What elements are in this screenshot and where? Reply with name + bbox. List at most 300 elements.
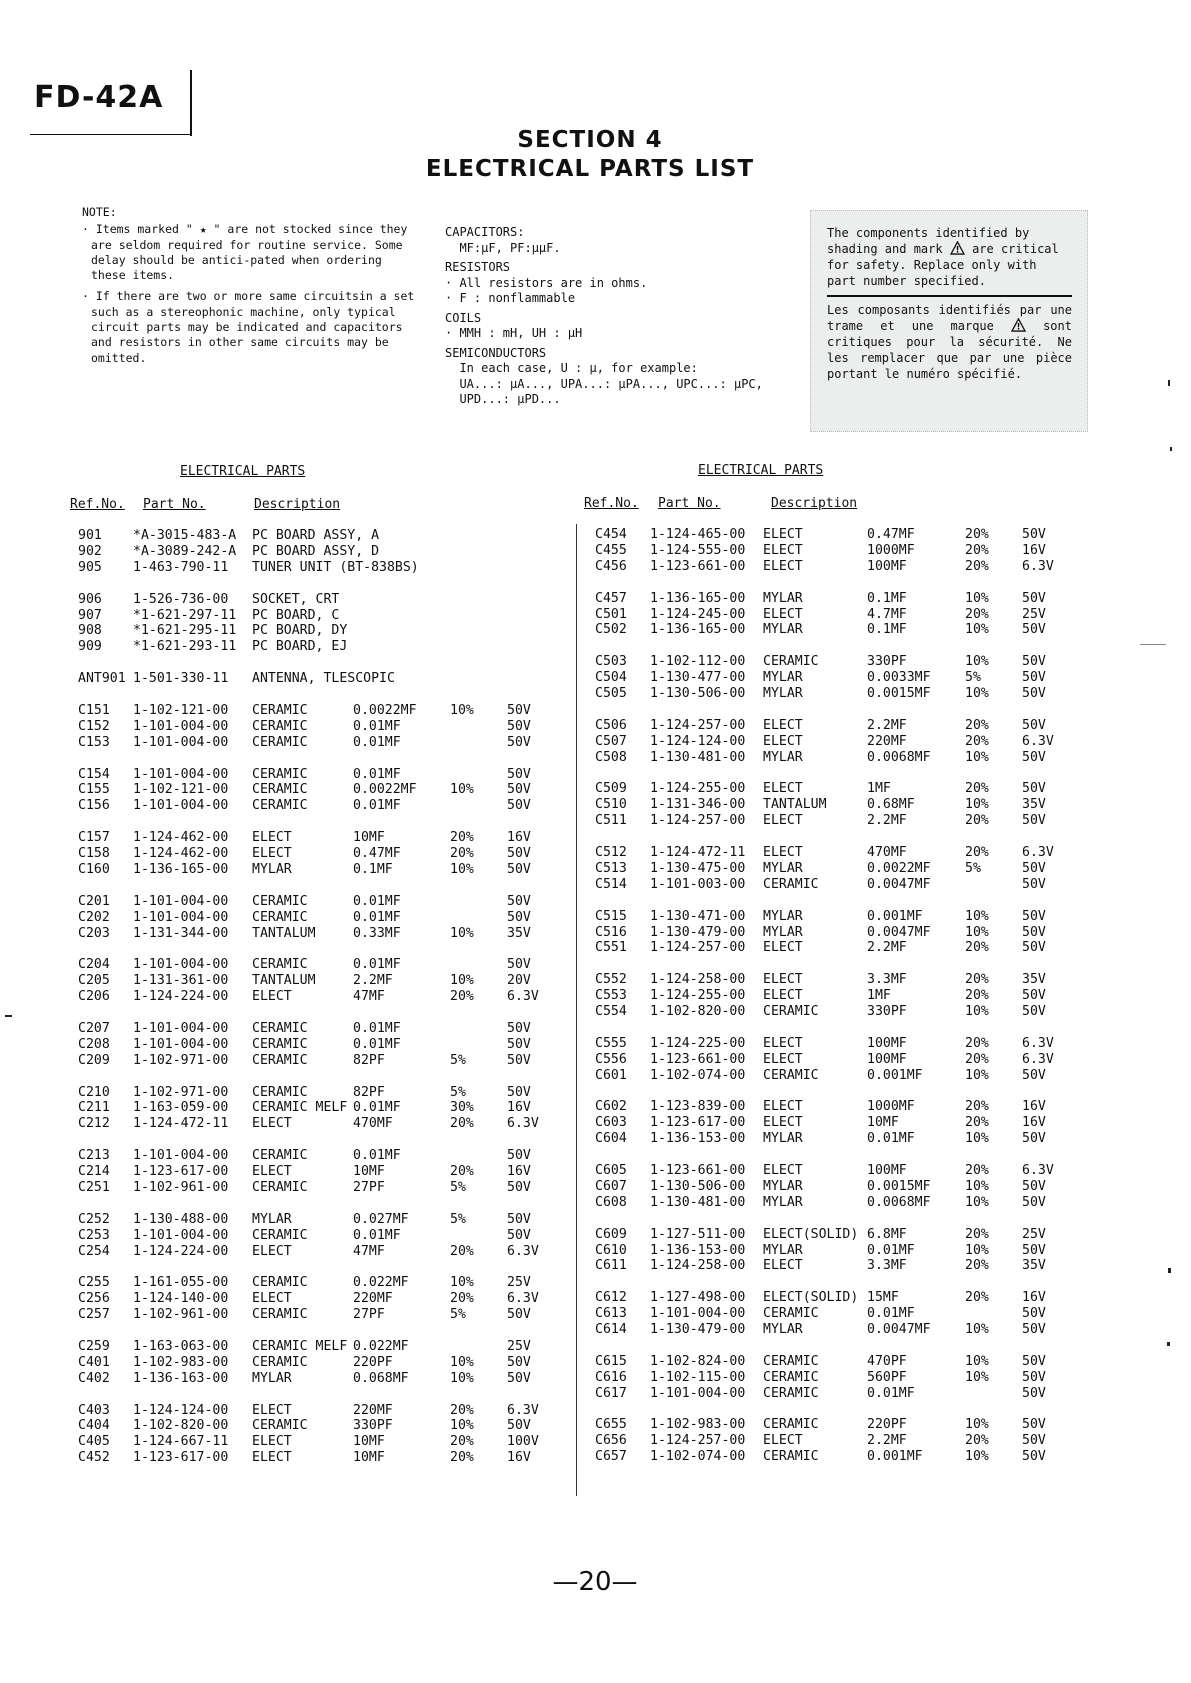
cell-value: 0.0022MF xyxy=(353,782,417,798)
cell-part-no: 1-102-824-00 xyxy=(650,1353,746,1369)
cell-voltage: 50V xyxy=(507,957,531,973)
header-ref-no: Ref.No. xyxy=(584,496,639,511)
cell-description: ELECT xyxy=(763,527,803,542)
cell-tolerance: 20% xyxy=(965,1099,989,1115)
cell-value: 0.01MF xyxy=(353,1227,401,1243)
cell-value: 0.1MF xyxy=(867,622,907,638)
cell-part-no: 1-130-475-00 xyxy=(650,860,746,876)
cell-description: MYLAR xyxy=(763,670,803,686)
right-column-title xyxy=(698,463,823,478)
cell-ref-no: C158 xyxy=(78,846,110,861)
cell-ref-no: 901 xyxy=(78,528,102,543)
warning-triangle-icon xyxy=(1011,318,1026,332)
cell-ref-no: C257 xyxy=(78,1307,110,1323)
cell-ref-no: C252 xyxy=(78,1211,110,1227)
cell-part-no: 1-124-258-00 xyxy=(650,972,746,988)
cell-value: 0.022MF xyxy=(353,1338,409,1354)
cell-description: ELECT xyxy=(763,1115,803,1131)
cell-part-no: 1-102-121-00 xyxy=(133,702,229,718)
cell-ref-no: C603 xyxy=(595,1115,627,1131)
cell-voltage: 35V xyxy=(507,925,531,941)
cell-description: CERAMIC xyxy=(763,1306,819,1322)
cell-part-no: 1-526-736-00 xyxy=(133,591,229,607)
cell-voltage: 16V xyxy=(1022,1099,1046,1115)
cell-value: 0.0047MF xyxy=(867,1322,931,1337)
cell-value: 0.01MF xyxy=(353,798,401,814)
cell-value: 220PF xyxy=(867,1417,907,1433)
cell-part-no: 1-131-361-00 xyxy=(133,973,229,989)
cell-description: ELECT xyxy=(763,845,803,860)
cell-ref-no: C155 xyxy=(78,782,110,798)
cell-description: CERAMIC xyxy=(252,782,308,798)
cell-ref-no: C209 xyxy=(78,1052,110,1068)
cell-description: ELECT(SOLID) xyxy=(763,1290,859,1306)
cell-description: ELECT xyxy=(252,1402,292,1418)
cell-value: 0.01MF xyxy=(867,1385,915,1401)
cell-tolerance: 10% xyxy=(965,1322,989,1337)
cell-value: 6.8MF xyxy=(867,1226,907,1242)
cell-part-no: 1-102-961-00 xyxy=(133,1307,229,1323)
cell-ref-no: ANT901 xyxy=(78,671,126,687)
cell-ref-no: C208 xyxy=(78,1036,110,1052)
cell-value: 2.2MF xyxy=(867,717,907,733)
cell-voltage: 16V xyxy=(1022,1115,1046,1131)
cell-ref-no: C205 xyxy=(78,973,110,989)
cell-value: 330PF xyxy=(353,1418,393,1434)
cell-tolerance: 10% xyxy=(965,1004,989,1019)
cell-value: 100MF xyxy=(867,1163,907,1178)
cell-ref-no: C201 xyxy=(78,893,110,909)
cell-part-no: 1-136-165-00 xyxy=(133,861,229,877)
cell-part-no: 1-130-481-00 xyxy=(650,749,746,765)
cell-value: 0.027MF xyxy=(353,1211,409,1227)
cell-ref-no: C509 xyxy=(595,781,627,797)
cell-tolerance: 20% xyxy=(965,781,989,797)
cell-value: 0.01MF xyxy=(867,1131,915,1147)
cell-ref-no: C210 xyxy=(78,1084,110,1100)
cell-description: ELECT xyxy=(763,813,803,829)
cell-voltage: 50V xyxy=(1022,940,1046,956)
cell-value: 10MF xyxy=(353,1434,385,1450)
cell-description: ELECT(SOLID) xyxy=(763,1226,859,1242)
cell-description: PC BOARD ASSY, A xyxy=(252,528,380,543)
cell-part-no: 1-102-820-00 xyxy=(650,1004,746,1019)
cell-value: 220MF xyxy=(353,1291,393,1307)
cell-voltage: 50V xyxy=(1022,670,1046,686)
section-name: ELECTRICAL PARTS LIST xyxy=(425,156,755,182)
cell-ref-no: C502 xyxy=(595,622,627,638)
cell-ref-no: C515 xyxy=(595,908,627,924)
cell-value: 0.01MF xyxy=(353,893,401,909)
cell-ref-no: C405 xyxy=(78,1434,110,1450)
cell-voltage: 16V xyxy=(1022,542,1046,558)
cell-description: TANTALUM xyxy=(252,973,316,989)
cell-tolerance: 10% xyxy=(965,1353,989,1369)
cell-voltage: 25V xyxy=(1022,606,1046,622)
cell-tolerance: 20% xyxy=(965,1290,989,1306)
cell-description: ELECT xyxy=(252,830,292,846)
cell-voltage: 6.3V xyxy=(1022,1051,1054,1067)
cell-value: 0.001MF xyxy=(867,908,923,924)
cell-description: ELECT xyxy=(252,1450,292,1466)
cell-part-no: 1-124-257-00 xyxy=(650,1433,746,1449)
cell-part-no: 1-101-004-00 xyxy=(133,718,229,734)
cell-part-no: 1-101-004-00 xyxy=(133,1148,229,1164)
cell-tolerance: 5% xyxy=(450,1084,466,1100)
cell-description: CERAMIC xyxy=(252,1307,308,1323)
cell-part-no: 1-124-257-00 xyxy=(650,717,746,733)
cell-ref-no: 909 xyxy=(78,639,102,655)
cell-voltage: 50V xyxy=(507,1227,531,1243)
cell-part-no: 1-124-257-00 xyxy=(650,813,746,829)
cell-part-no: 1-102-074-00 xyxy=(650,1449,746,1465)
cell-value: 0.0015MF xyxy=(867,686,931,701)
cell-ref-no: C457 xyxy=(595,590,627,606)
cell-description: CERAMIC xyxy=(763,1067,819,1083)
cell-description: CERAMIC xyxy=(763,1449,819,1465)
cell-description: ELECT xyxy=(763,733,803,749)
cell-voltage: 50V xyxy=(1022,988,1046,1004)
cell-description: MYLAR xyxy=(763,590,803,606)
cell-voltage: 35V xyxy=(1022,1258,1046,1274)
cell-ref-no: C516 xyxy=(595,924,627,940)
cell-ref-no: C503 xyxy=(595,654,627,670)
cell-tolerance: 20% xyxy=(450,1243,474,1259)
cell-part-no: 1-124-472-11 xyxy=(133,1116,229,1132)
cell-value: 1MF xyxy=(867,988,891,1004)
cell-part-no: *1-621-297-11 xyxy=(133,607,237,623)
cell-ref-no: C255 xyxy=(78,1275,110,1291)
scan-mark xyxy=(1168,380,1170,386)
cell-tolerance: 20% xyxy=(965,527,989,542)
cell-voltage: 50V xyxy=(1022,717,1046,733)
cell-voltage: 50V xyxy=(507,893,531,909)
cell-tolerance: 20% xyxy=(965,940,989,956)
cell-value: 0.01MF xyxy=(867,1242,915,1258)
cell-value: 330PF xyxy=(867,654,907,670)
cell-part-no: 1-161-055-00 xyxy=(133,1275,229,1291)
cell-voltage: 16V xyxy=(507,830,531,846)
cell-ref-no: C605 xyxy=(595,1163,627,1178)
cell-value: 470MF xyxy=(867,845,907,860)
cell-tolerance: 20% xyxy=(450,830,474,846)
cell-part-no: 1-101-004-00 xyxy=(650,1306,746,1322)
cell-part-no: 1-130-477-00 xyxy=(650,670,746,686)
cell-part-no: *A-3015-483-A xyxy=(133,528,237,543)
semiconductors-line-3: UPD...: μPD... xyxy=(445,392,561,406)
cell-voltage: 50V xyxy=(507,798,531,814)
cell-voltage: 50V xyxy=(507,1036,531,1052)
cell-part-no: 1-124-555-00 xyxy=(650,542,746,558)
cell-ref-no: C452 xyxy=(78,1450,110,1466)
cell-tolerance: 20% xyxy=(450,1291,474,1307)
cell-voltage: 50V xyxy=(507,702,531,718)
cell-value: 15MF xyxy=(867,1290,899,1306)
cell-value: 10MF xyxy=(353,1450,385,1466)
cell-part-no: 1-136-163-00 xyxy=(133,1370,229,1386)
cell-description: CERAMIC xyxy=(252,702,308,718)
safety-notice-english xyxy=(827,225,1072,289)
cell-ref-no: C655 xyxy=(595,1417,627,1433)
cell-description: CERAMIC xyxy=(763,1369,819,1385)
cell-tolerance: 10% xyxy=(965,908,989,924)
cell-description: TUNER UNIT (BT-838BS) xyxy=(252,559,419,575)
cell-ref-no: C401 xyxy=(78,1354,110,1370)
cell-part-no: 1-131-346-00 xyxy=(650,797,746,813)
cell-description: CERAMIC xyxy=(763,1353,819,1369)
cell-description: ELECT xyxy=(763,988,803,1004)
cell-voltage: 6.3V xyxy=(1022,733,1054,749)
cell-value: 1000MF xyxy=(867,542,915,558)
cell-tolerance: 20% xyxy=(450,989,474,1005)
cell-value: 470MF xyxy=(353,1116,393,1132)
cell-tolerance: 5% xyxy=(450,1179,466,1195)
cell-tolerance: 10% xyxy=(450,782,474,798)
cell-part-no: 1-124-224-00 xyxy=(133,1243,229,1259)
cell-ref-no: C610 xyxy=(595,1242,627,1258)
cell-description: CERAMIC xyxy=(252,1179,308,1195)
cell-ref-no: C403 xyxy=(78,1402,110,1418)
cell-voltage: 50V xyxy=(507,718,531,734)
safety-divider xyxy=(827,295,1072,297)
cell-description: CERAMIC xyxy=(252,1227,308,1243)
cell-voltage: 6.3V xyxy=(507,1116,539,1132)
cell-description: ELECT xyxy=(763,1163,803,1178)
cell-part-no: 1-127-498-00 xyxy=(650,1290,746,1306)
cell-value: 0.01MF xyxy=(353,909,401,925)
cell-tolerance: 5% xyxy=(965,860,981,876)
cell-voltage: 50V xyxy=(507,1020,531,1036)
cell-value: 47MF xyxy=(353,989,385,1005)
cell-description: CERAMIC xyxy=(763,1385,819,1401)
cell-part-no: 1-130-479-00 xyxy=(650,924,746,940)
safety-fr-text-2: sont critiques pour la sécurité. Ne les remplacer que par une pièce portant le numéro spécifié. xyxy=(827,319,1072,381)
cell-part-no: 1-131-344-00 xyxy=(133,925,229,941)
cell-voltage: 25V xyxy=(1022,1226,1046,1242)
cell-ref-no: C507 xyxy=(595,733,627,749)
cell-description: MYLAR xyxy=(763,622,803,638)
cell-value: 0.1MF xyxy=(353,861,393,877)
cell-ref-no: C455 xyxy=(595,542,627,558)
cell-voltage: 50V xyxy=(1022,781,1046,797)
cell-ref-no: C203 xyxy=(78,925,110,941)
cell-description: MYLAR xyxy=(763,749,803,765)
header-divider-horizontal xyxy=(30,134,190,135)
cell-ref-no: C456 xyxy=(595,558,627,574)
section-title xyxy=(380,126,800,184)
cell-voltage: 50V xyxy=(507,734,531,750)
cell-voltage: 16V xyxy=(507,1450,531,1466)
coils-text: · MMH : mH, UH : μH xyxy=(445,326,583,340)
cell-voltage: 6.3V xyxy=(507,1402,539,1418)
cell-part-no: *A-3089-242-A xyxy=(133,543,237,559)
safety-notice-box xyxy=(810,210,1088,432)
cell-part-no: 1-101-004-00 xyxy=(133,909,229,925)
cell-voltage: 50V xyxy=(1022,1433,1046,1449)
cell-ref-no: C556 xyxy=(595,1051,627,1067)
scan-mark xyxy=(1140,644,1166,645)
cell-value: 0.01MF xyxy=(867,1306,915,1322)
cell-ref-no: 905 xyxy=(78,559,102,575)
cell-part-no: 1-102-121-00 xyxy=(133,782,229,798)
cell-ref-no: 902 xyxy=(78,543,102,559)
cell-description: CERAMIC xyxy=(252,718,308,734)
cell-value: 0.01MF xyxy=(353,718,401,734)
cell-tolerance: 20% xyxy=(450,1450,474,1466)
cell-ref-no: C253 xyxy=(78,1227,110,1243)
cell-tolerance: 10% xyxy=(965,654,989,670)
cell-ref-no: C604 xyxy=(595,1131,627,1147)
capacitors-text: MF:μF, PF:μμF. xyxy=(445,240,561,255)
cell-ref-no: C259 xyxy=(78,1338,110,1354)
safety-fr-text-1: Les composants identifiés par une trame et une marque xyxy=(827,303,1072,333)
cell-description: ELECT xyxy=(763,972,803,988)
cell-ref-no: C608 xyxy=(595,1194,627,1210)
cell-value: 0.0047MF xyxy=(867,876,931,892)
cell-value: 0.0068MF xyxy=(867,749,931,765)
cell-description: MYLAR xyxy=(763,1322,803,1337)
cell-ref-no: C657 xyxy=(595,1449,627,1465)
cell-ref-no: C213 xyxy=(78,1148,110,1164)
cell-tolerance: 5% xyxy=(450,1307,466,1323)
cell-part-no: 1-124-255-00 xyxy=(650,988,746,1004)
cell-ref-no: C607 xyxy=(595,1178,627,1194)
cell-value: 10MF xyxy=(867,1115,899,1131)
cell-description: MYLAR xyxy=(763,686,803,701)
cell-description: CERAMIC xyxy=(252,909,308,925)
cell-description: ELECT xyxy=(763,558,803,574)
cell-part-no: 1-123-661-00 xyxy=(650,1051,746,1067)
cell-part-no: 1-501-330-11 xyxy=(133,671,229,687)
cell-tolerance: 10% xyxy=(965,1178,989,1194)
cell-voltage: 50V xyxy=(507,1354,531,1370)
cell-ref-no: C602 xyxy=(595,1099,627,1115)
cell-ref-no: C512 xyxy=(595,845,627,860)
cell-value: 0.01MF xyxy=(353,1020,401,1036)
cell-part-no: 1-124-255-00 xyxy=(650,781,746,797)
cell-value: 220MF xyxy=(353,1402,393,1418)
cell-voltage: 50V xyxy=(1022,622,1046,638)
cell-tolerance: 30% xyxy=(450,1100,474,1116)
semiconductors-line-2: UA...: μA..., UPA...: μPA..., UPC...: μPC, xyxy=(445,376,763,391)
note-heading: NOTE: xyxy=(82,205,117,219)
cell-part-no: 1-163-059-00 xyxy=(133,1100,229,1116)
cell-value: 2.2MF xyxy=(867,1433,907,1449)
cell-ref-no: 907 xyxy=(78,607,102,623)
cell-part-no: 1-101-003-00 xyxy=(650,876,746,892)
cell-description: ELECT xyxy=(763,717,803,733)
cell-ref-no: C156 xyxy=(78,798,110,814)
cell-tolerance: 10% xyxy=(965,797,989,813)
cell-description: MYLAR xyxy=(763,1131,803,1147)
cell-part-no: 1-136-165-00 xyxy=(650,622,746,638)
semiconductors-title: SEMICONDUCTORS xyxy=(445,345,547,360)
cell-voltage: 50V xyxy=(1022,1385,1046,1401)
cell-part-no: 1-124-124-00 xyxy=(650,733,746,749)
cell-part-no: 1-124-245-00 xyxy=(650,606,746,622)
cell-voltage: 100V xyxy=(507,1434,539,1450)
cell-description: ELECT xyxy=(763,1258,803,1274)
cell-description: CERAMIC xyxy=(252,1148,308,1164)
cell-description: MYLAR xyxy=(763,1194,803,1210)
cell-part-no: 1-163-063-00 xyxy=(133,1338,229,1354)
cell-part-no: 1-102-961-00 xyxy=(133,1179,229,1195)
cell-description: TANTALUM xyxy=(763,797,827,813)
header-description: Description xyxy=(771,496,858,511)
cell-tolerance: 20% xyxy=(965,988,989,1004)
cell-tolerance: 5% xyxy=(450,1052,466,1068)
cell-description: ELECT xyxy=(763,542,803,558)
cell-ref-no: C513 xyxy=(595,860,627,876)
cell-value: 0.68MF xyxy=(867,797,915,813)
cell-part-no: 1-124-257-00 xyxy=(650,940,746,956)
cell-part-no: 1-124-224-00 xyxy=(133,989,229,1005)
cell-ref-no: C454 xyxy=(595,527,627,542)
cell-value: 0.01MF xyxy=(353,1100,401,1116)
cell-description: CERAMIC xyxy=(252,1354,308,1370)
cell-description: CERAMIC xyxy=(252,798,308,814)
note-item-circuits: · If there are two or more same circuitsin a set such as a stereophonic machine, only typical circuit parts may be indicated and capacitors and resistors in other same circuits may be omitted. xyxy=(82,289,415,365)
cell-description: ELECT xyxy=(763,1433,803,1449)
cell-part-no: 1-124-465-00 xyxy=(650,527,746,542)
cell-tolerance: 10% xyxy=(450,1275,474,1291)
cell-part-no: 1-130-506-00 xyxy=(650,686,746,701)
cell-description: CERAMIC xyxy=(763,1004,819,1019)
cell-ref-no: C506 xyxy=(595,717,627,733)
cell-value: 2.2MF xyxy=(867,813,907,829)
resistors-line-2: · F : nonflammable xyxy=(445,291,576,305)
cell-description: CERAMIC xyxy=(252,734,308,750)
cell-voltage: 16V xyxy=(507,1100,531,1116)
warning-triangle-icon xyxy=(950,241,965,255)
cell-voltage: 50V xyxy=(1022,1417,1046,1433)
cell-description: CERAMIC xyxy=(252,1084,308,1100)
cell-part-no: 1-102-820-00 xyxy=(133,1418,229,1434)
scan-mark xyxy=(1170,447,1172,451)
cell-value: 0.001MF xyxy=(867,1449,923,1465)
cell-description: ELECT xyxy=(252,1291,292,1307)
section-number: SECTION 4 xyxy=(517,127,663,153)
cell-voltage: 50V xyxy=(507,1179,531,1195)
cell-value: 2.2MF xyxy=(353,973,393,989)
cell-value: 0.0047MF xyxy=(867,924,931,940)
cell-value: 27PF xyxy=(353,1307,385,1323)
cell-description: MYLAR xyxy=(763,924,803,940)
cell-value: 560PF xyxy=(867,1369,907,1385)
cell-description: CERAMIC MELF xyxy=(252,1100,348,1116)
cell-voltage: 50V xyxy=(1022,1131,1046,1147)
cell-value: 0.0022MF xyxy=(353,702,417,718)
cell-description: ELECT xyxy=(252,989,292,1005)
cell-ref-no: C151 xyxy=(78,702,110,718)
left-column-title xyxy=(180,464,305,479)
cell-value: 3.3MF xyxy=(867,972,907,988)
electrical-parts-title: ELECTRICAL PARTS xyxy=(180,464,306,479)
cell-value: 3.3MF xyxy=(867,1258,907,1274)
cell-voltage: 50V xyxy=(1022,654,1046,670)
cell-part-no: 1-102-115-00 xyxy=(650,1369,746,1385)
cell-ref-no: C153 xyxy=(78,734,110,750)
cell-tolerance: 20% xyxy=(450,846,474,861)
cell-tolerance: 20% xyxy=(965,558,989,574)
cell-ref-no: C254 xyxy=(78,1243,110,1259)
cell-part-no: 1-101-004-00 xyxy=(133,798,229,814)
cell-description: CERAMIC xyxy=(763,1417,819,1433)
cell-part-no: 1-102-112-00 xyxy=(650,654,746,670)
cell-description: PC BOARD, EJ xyxy=(252,639,348,655)
cell-voltage: 50V xyxy=(507,1370,531,1386)
cell-tolerance: 10% xyxy=(965,1131,989,1147)
